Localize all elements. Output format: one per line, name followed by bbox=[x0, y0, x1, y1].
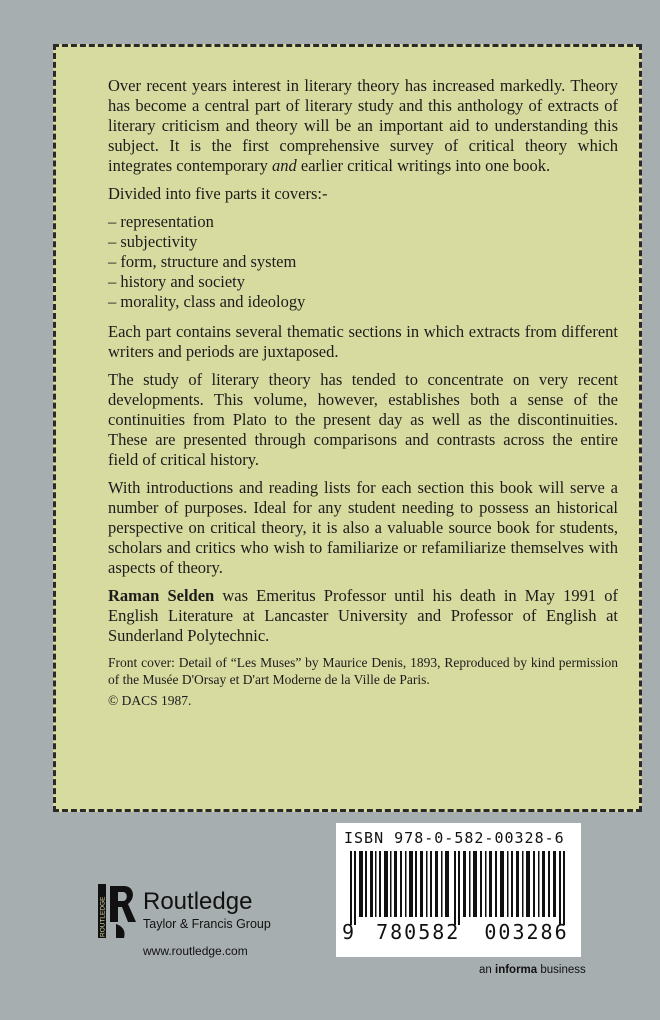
barcode-bars bbox=[350, 851, 568, 925]
continuities-paragraph: The study of literary theory has tended to concentrate on very recent developments. This volume, however, establishes both a sense of the continuities from Plato to the present day as well as the discontinuities. These are presented through comparisons and contrasts across the entire field of critical history. bbox=[108, 370, 618, 469]
publisher-group: Taylor & Francis Group bbox=[143, 917, 271, 931]
intro-paragraph: Over recent years interest in literary theory has increased markedly. Theory has become a central part of literary study and this anthology of extracts of literary criticism and theory will be an important aid to understanding this subject. It is the first comprehensive survey of critical theory which integrates contemporary and earlier critical writings into one book. bbox=[108, 76, 618, 175]
publisher-name: Routledge bbox=[143, 888, 253, 915]
isbn-label: ISBN 978-0-582-00328-6 bbox=[344, 829, 565, 847]
publisher-url: www.routledge.com bbox=[143, 944, 248, 958]
parts-list bbox=[108, 212, 618, 312]
list-item: – form, structure and system bbox=[108, 252, 297, 271]
list-item: – morality, class and ideology bbox=[108, 292, 306, 311]
parts-heading: Divided into five parts it covers:- bbox=[108, 184, 328, 203]
isbn-barcode-box bbox=[336, 823, 581, 957]
list-item: – representation bbox=[108, 212, 214, 231]
juxtaposed-paragraph: Each part contains several thematic sections in which extracts from different writers and periods are juxtaposed. bbox=[108, 322, 618, 361]
purposes-paragraph: With introductions and reading lists for each section this book will serve a number of purposes. Ideal for any student needing to possess an historical perspective on critical theory, it is also a valuable source book for students, scholars and critics who wish to familiarize or refamiliarize themselves with aspects of theory. bbox=[108, 478, 618, 577]
copyright-notice: © DACS 1987. bbox=[108, 693, 192, 708]
blurb-text bbox=[108, 76, 618, 713]
routledge-logo-icon bbox=[96, 882, 138, 940]
cover-credit: Front cover: Detail of “Les Muses” by Maurice Denis, 1893, Reproduced by kind permission of the Musée D'Orsay et D'art Moderne de la Ville de Paris. bbox=[108, 655, 618, 687]
informa-business-tag: an informa business bbox=[479, 964, 586, 976]
author-bio: Raman Selden was Emeritus Professor until his death in May 1991 of English Literature at Lancaster University and Professor of English at Sunderland Polytechnic. bbox=[108, 586, 618, 645]
logo-side-text: ROUTLEDGE bbox=[99, 896, 107, 937]
author-name: Raman Selden bbox=[108, 586, 215, 605]
list-item: – subjectivity bbox=[108, 232, 198, 251]
isbn-digits: 9 780582 003286 bbox=[342, 920, 569, 944]
list-item: – history and society bbox=[108, 272, 246, 291]
